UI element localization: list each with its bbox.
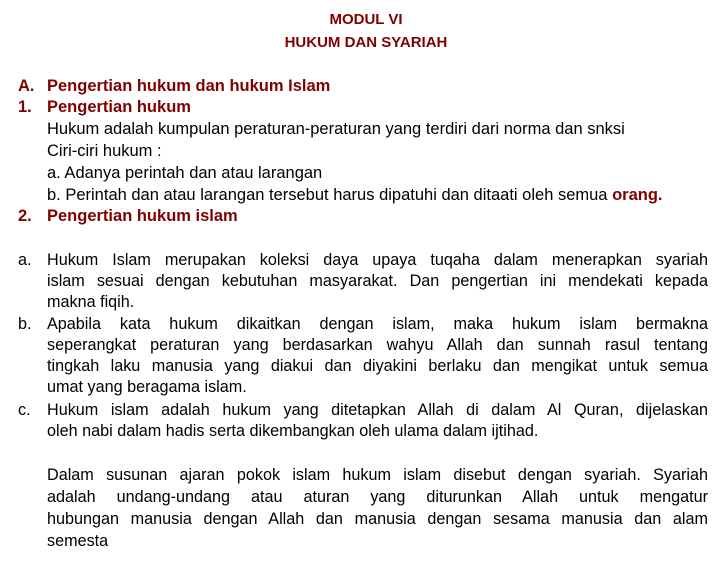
point-a-marker: a.: [18, 251, 32, 269]
point-c-line-1: Hukum islam adalah hukum yang ditetapkan Allah di dalam Al Quran, dijelaskan: [47, 401, 708, 419]
item1-ciri-label: Ciri-ciri hukum :: [47, 142, 162, 160]
item1-heading: Pengertian hukum: [47, 98, 191, 116]
point-a-line-1: Hukum Islam merupakan koleksi daya upaya tuqaha dalam menerapkan syariah: [47, 251, 708, 269]
closing-line-4: semesta: [47, 532, 109, 550]
point-b-line-4: umat yang beragama islam.: [47, 378, 247, 396]
point-c-marker: c.: [18, 401, 31, 419]
point-c-line-2: oleh nabi dalam hadis serta dikembangkan oleh ulama dalam ijtihad.: [47, 422, 539, 440]
item2-heading: Pengertian hukum islam: [47, 207, 238, 225]
point-b-marker: b.: [18, 315, 32, 333]
point-b-line-1: Apabila kata hukum dikaitkan dengan islam, maka hukum islam bermakna: [47, 315, 708, 333]
item1-ciri-b: [47, 185, 663, 205]
section-a-marker: A.: [18, 77, 35, 95]
item1-ciri-a: a. Adanya perintah dan atau larangan: [47, 164, 323, 182]
item1-ciri-b-text: b. Perintah dan atau larangan tersebut harus dipatuhi dan ditaati oleh semua: [47, 186, 608, 204]
point-a-line-3: makna fiqih.: [47, 293, 135, 311]
point-a-line-2: islam sesuai dengan kebutuhan masyarakat. Dan pengertian ini mendekati kepada: [47, 272, 708, 290]
module-subtitle: HUKUM DAN SYARIAH: [284, 34, 448, 51]
item1-definition: Hukum adalah kumpulan peraturan-peraturan yang terdiri dari norma dan snksi: [47, 120, 625, 138]
point-b-line-2: seperangkat peraturan yang berdasarkan wahyu Allah dan sunnah rasul tentang: [47, 336, 708, 354]
closing-line-3: hubungan manusia dengan Allah dan manusia dengan sesama manusia dan alam: [47, 510, 708, 528]
item1-ciri-b-highlight: orang.: [612, 186, 663, 204]
module-title: MODUL VI: [329, 11, 403, 28]
point-b-line-3: tingkah laku manusia yang diakui dan diyakini berlaku dan mengikat untuk semua: [47, 357, 708, 375]
closing-line-2: adalah undang-undang atau aturan yang diturunkan Allah untuk mengatur: [47, 488, 708, 506]
section-a-heading: Pengertian hukum dan hukum Islam: [47, 77, 331, 95]
item2-marker: 2.: [18, 207, 32, 225]
item1-marker: 1.: [18, 98, 32, 116]
closing-line-1: Dalam susunan ajaran pokok islam hukum islam disebut dengan syariah. Syariah: [47, 466, 708, 484]
